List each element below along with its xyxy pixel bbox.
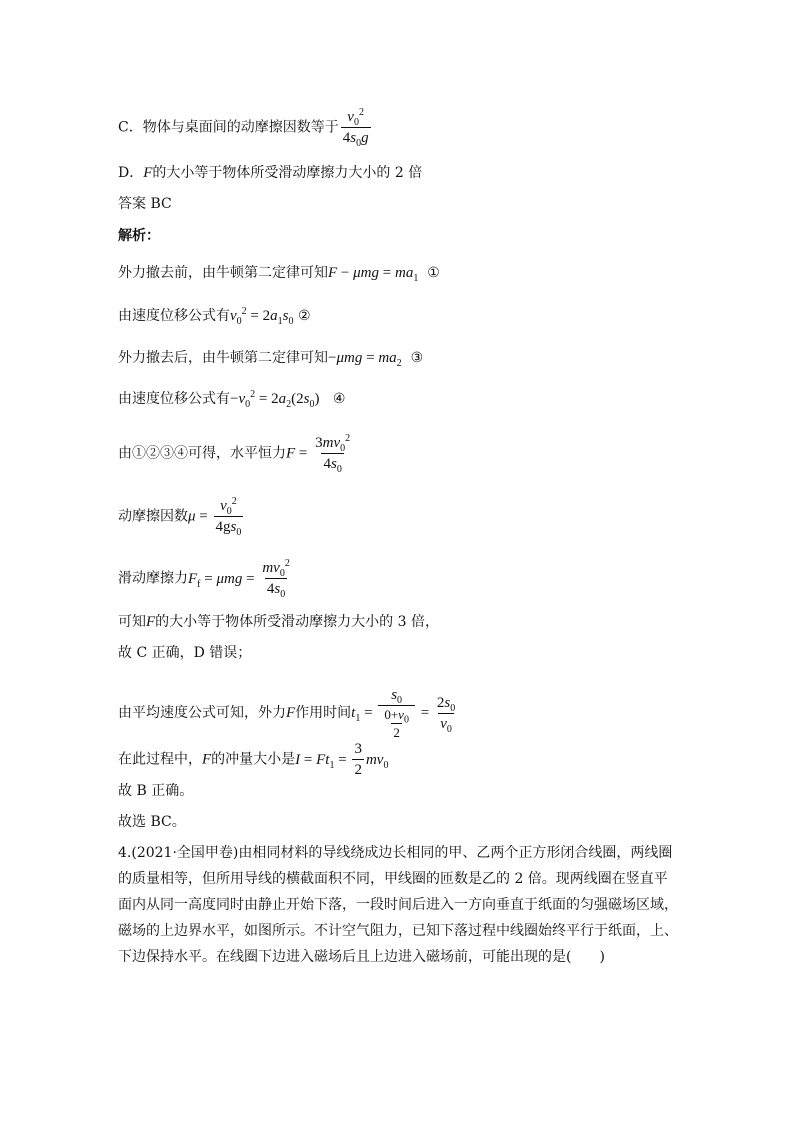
force-fraction: $\frac{3mv_0^2}{4s_0}$ — [315, 433, 351, 475]
analysis-line-11-post: 的冲量大小是 — [211, 751, 296, 768]
option-c-formula: $\frac{v_0^2}{4s_0g}$ — [342, 107, 369, 149]
impulse-formula-tail: $mv_0$ — [365, 751, 389, 771]
sliding-friction-fraction: $\frac{mv_0^2}{4s_0}$ — [262, 558, 290, 600]
equation-tag-3: ③ — [410, 350, 424, 366]
impulse-fraction: $\frac{3}{2}$ — [354, 741, 362, 778]
friction-coefficient-fraction: $\frac{v_0^2}{4gs_0}$ — [215, 496, 242, 538]
analysis-line-2-text: 由速度位移公式有 — [118, 308, 230, 324]
equation-3: $-\mu mg = ma_2$ — [328, 350, 402, 369]
analysis-line-7-text: 滑动摩擦力 — [118, 570, 188, 587]
sliding-friction-formula: $F_f = \mu mg$ = — [188, 570, 259, 590]
analysis-line-3-text: 外力撤去后，由牛顿第二定律可知 — [118, 350, 328, 366]
question-4-number: 4. — [118, 845, 132, 861]
analysis-line-1-text: 外力撤去前，由牛顿第二定律可知 — [118, 265, 328, 281]
analysis-line-8-post: 的大小等于物体所受滑动摩擦力大小的 3 倍， — [155, 614, 439, 630]
option-c-label: C．物体与桌面间的动摩擦因数等于 — [118, 119, 339, 136]
analysis-line-4-text: 由速度位移公式有 — [118, 391, 230, 407]
analysis-line-10-var: F — [286, 705, 296, 721]
analysis-heading: 解析： — [118, 228, 160, 244]
force-formula: F = — [286, 445, 312, 462]
equation-tag-4: ④ — [332, 391, 346, 407]
option-d-label: D． — [118, 165, 144, 181]
analysis-line-1 — [118, 263, 440, 283]
analysis-line-7 — [118, 559, 294, 598]
analysis-line-8-var: F — [146, 614, 156, 630]
analysis-line-11-pre: 在此过程中， — [118, 751, 202, 768]
analysis-line-10-pre: 由平均速度公式可知，外力 — [118, 705, 286, 721]
analysis-line-4 — [118, 389, 345, 409]
option-d — [118, 163, 422, 183]
time-formula: $t_1$ = — [351, 705, 377, 724]
impulse-formula: $I = Ft_1$ = — [295, 751, 351, 771]
analysis-line-6-text: 动摩擦因数 — [118, 508, 188, 525]
question-4-source: (2021·全国甲卷) — [131, 845, 239, 861]
analysis-line-8-pre: 可知 — [118, 614, 146, 630]
analysis-line-2 — [118, 306, 311, 326]
analysis-line-11-var: F — [202, 751, 212, 768]
analysis-line-12: 故 B 正确。 — [118, 783, 194, 799]
analysis-line-6: 动摩擦因数μ = $\frac{v_0^2}{4gs_0}$ — [118, 496, 242, 538]
equation-tag-2: ② — [297, 308, 311, 324]
time-fraction-1: $\frac{s_0}{\frac{0+v_0}{2}}$ — [378, 686, 415, 740]
mu-symbol: μ — [188, 508, 196, 525]
analysis-line-10-post: 作用时间 — [295, 705, 352, 721]
analysis-line-11 — [118, 740, 388, 779]
question-4-body: 由相同材料的导线绕成边长相同的甲、乙两个正方形闭合线圈，两线圈的质量相等，但所用导线的横截面积不同，甲线圈的匝数是乙的 2 倍。现两线圈在竖直平面内从同一高度同时由静止开始下落，一段时间后进入一方向垂直于纸面的匀强磁场区域，磁场的上边界水平，如图所示。不计空气阻力，已知下落过程中线圈始终平行于纸面，上、下边保持水平。在线圈下边进入磁场后且上边进入磁场前，可能出现的是( ) — [118, 845, 678, 965]
analysis-line-8 — [118, 612, 439, 632]
analysis-line-9: 故 C 正确，D 错误； — [118, 645, 252, 661]
analysis-line-10: 由平均速度公式可知，外力F作用时间$t_1$ = $\frac{s_0}{\frac{0+v_0}{2}}$ = $\frac{2s_0}{v_0}$ — [118, 687, 456, 740]
option-d-var: F — [143, 165, 153, 181]
option-d-text: 的大小等于物体所受滑动摩擦力大小的 2 倍 — [152, 165, 423, 181]
answer-line: 答案 BC — [118, 196, 172, 212]
analysis-line-5-text: 由①②③④可得，水平恒力 — [118, 445, 286, 462]
analysis-line-13: 故选 BC。 — [118, 814, 186, 830]
equation-tag-1: ① — [427, 265, 440, 281]
analysis-line-3 — [118, 348, 423, 368]
equation-4: $-v_0^2 = 2a_2(2s_0)$ — [230, 389, 320, 410]
analysis-line-5 — [118, 434, 354, 473]
equation-2: $v_0^2 = 2a_1s_0$ — [230, 306, 294, 327]
question-4 — [118, 840, 678, 970]
time-fraction-2: $\frac{2s_0}{v_0}$ — [436, 694, 456, 735]
option-c — [118, 108, 373, 147]
equation-1: $F - \mu mg = ma_1$ — [328, 265, 419, 284]
